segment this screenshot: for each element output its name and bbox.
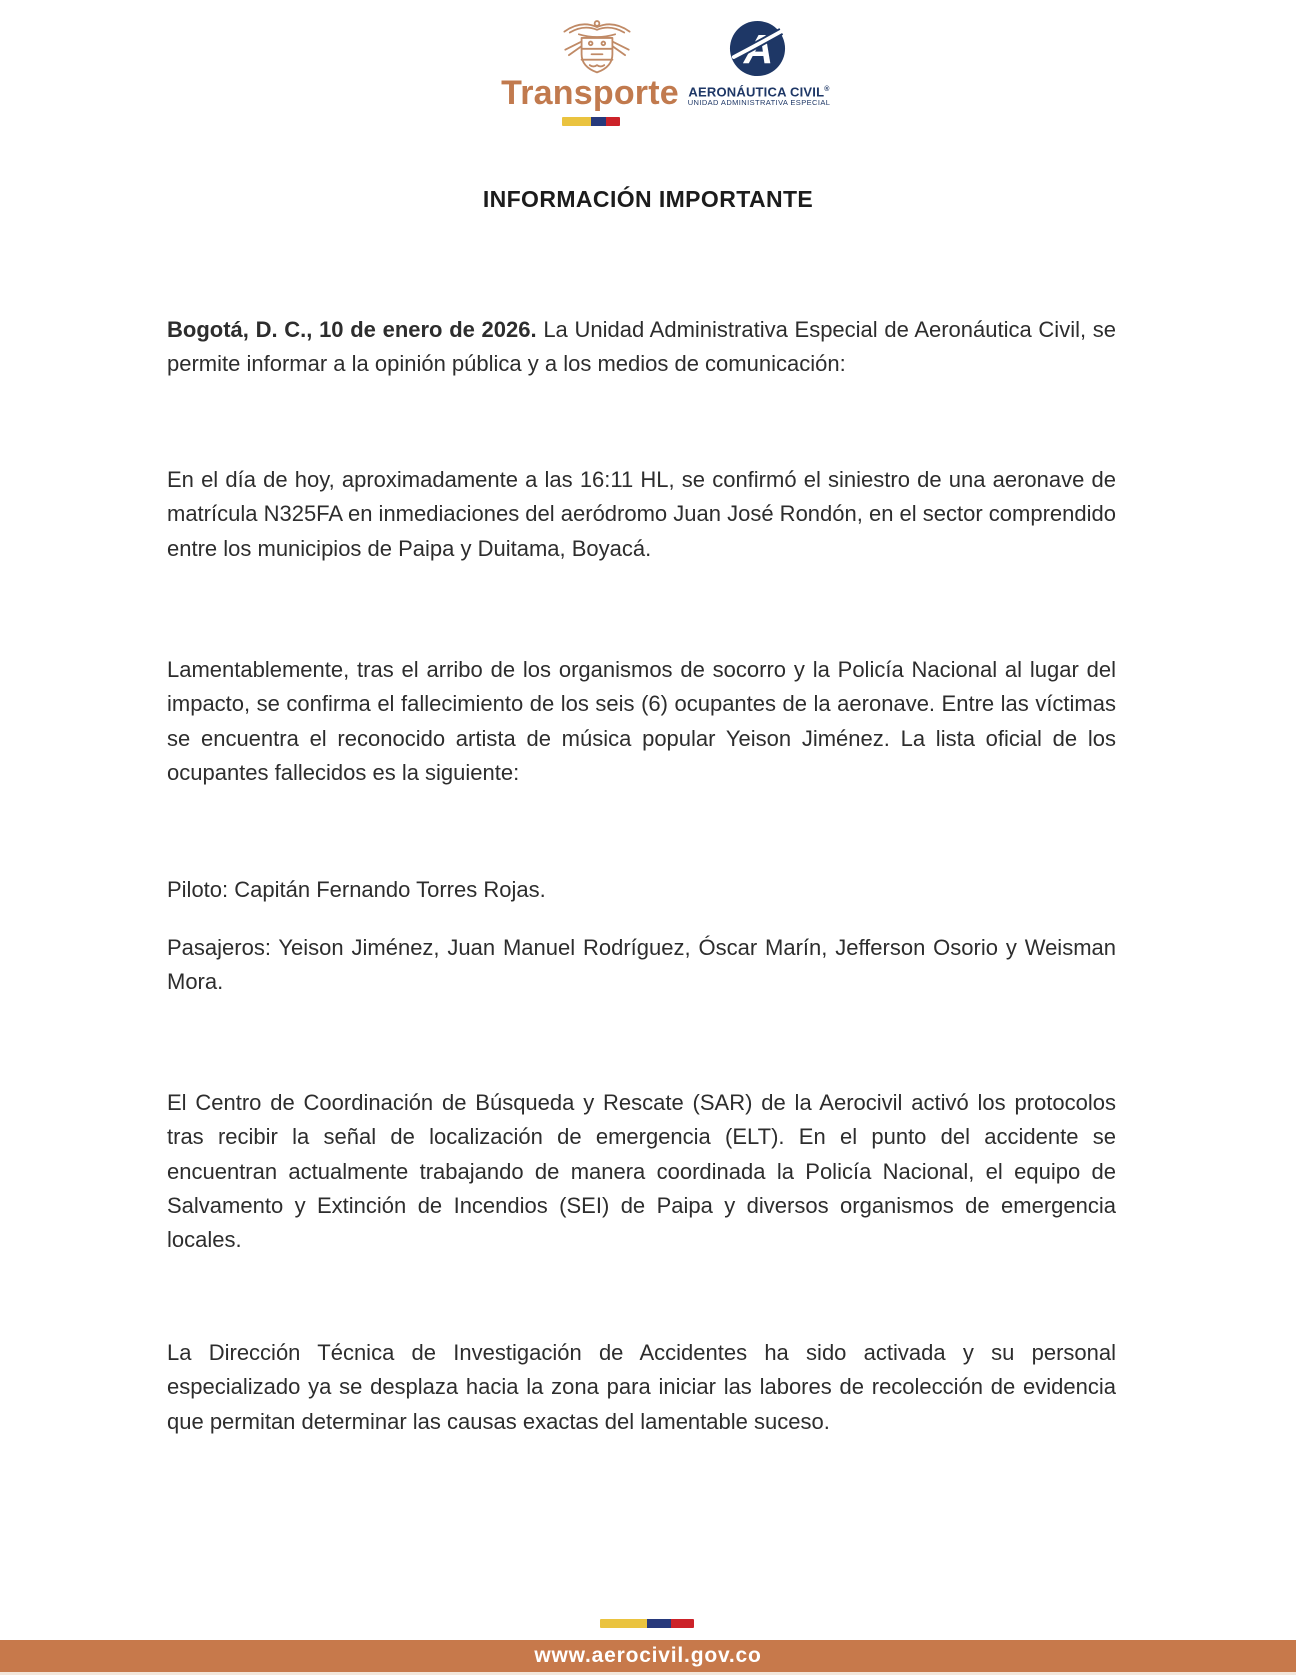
paragraph-investigation (167, 1336, 1116, 1439)
paragraph-pilot (167, 873, 1116, 907)
website-url-link[interactable]: www.aerocivil.gov.co (534, 1644, 762, 1667)
paragraph-sar-response (167, 1086, 1116, 1257)
paragraph-investigation-text: La Dirección Técnica de Investigación de Accidentes ha sido activada y su personal especializado ya se desplaza hacia la zona para iniciar las labores de recolección de evidencia que permitan determinar las causas exactas del lamentable suceso. (167, 1340, 1116, 1434)
flag-blue-stripe (647, 1619, 671, 1628)
footer-bar (0, 1640, 1296, 1672)
paragraph-dateline-text: La Unidad Administrativa Especial de Aeronáutica Civil, se permite informar a la opinión pública y a los medios de comunicación: (167, 317, 1117, 377)
paragraph-casualties (167, 653, 1116, 790)
colombia-flag-icon (600, 1619, 694, 1628)
page-title: INFORMACIÓN IMPORTANTE (482, 186, 814, 212)
flag-yellow-stripe (562, 117, 591, 126)
flag-red-stripe (671, 1619, 695, 1628)
paragraph-passengers (167, 931, 1116, 1000)
paragraph-pilot-text: Piloto: Capitán Fernando Torres Rojas. (167, 877, 546, 902)
paragraph-sar-response-text: El Centro de Coordinación de Búsqueda y Rescate (SAR) de la Aerocivil activó los protocolos tras recibir la señal de localización de emergencia (ELT). En el punto del accidente se encuentran actualmente trabajando de manera coordinada la Policía Nacional, el equipo de Salvamento y Extinción de Incendios (SEI) de Paipa y diversos organismos de emergencia locales. (167, 1090, 1116, 1253)
aerocivil-name (674, 83, 844, 99)
flag-blue-stripe (591, 117, 606, 126)
registered-trademark-mark: ® (824, 86, 830, 93)
paragraph-incident (167, 463, 1116, 566)
aerocivil-logo-icon (729, 20, 786, 77)
aerocivil-name-text: AERONÁUTICA CIVIL (688, 84, 825, 100)
transporte-wordmark: Transporte (501, 74, 679, 112)
paragraph-passengers-text: Pasajeros: Yeison Jiménez, Juan Manuel Rodríguez, Óscar Marín, Jefferson Osorio y Weisman Mora. (167, 935, 1116, 995)
colombia-flag-icon (562, 117, 620, 126)
svg-text:A: A (743, 25, 774, 72)
paragraph-incident-text: En el día de hoy, aproximadamente a las 16:11 HL, se confirmó el siniestro de una aeronave de matrícula N325FA en inmediaciones del aeródromo Juan José Rondón, en el sector comprendido entre los municipios de Paipa y Duitama, Boyacá. (167, 467, 1116, 561)
flag-red-stripe (606, 117, 621, 126)
colombia-coat-of-arms-icon (549, 18, 645, 76)
flag-yellow-stripe (600, 1619, 647, 1628)
paragraph-casualties-text: Lamentablemente, tras el arribo de los organismos de socorro y la Policía Nacional al lugar del impacto, se confirma el fallecimiento de los seis (6) ocupantes de la aeronave. Entre las víctimas se encuentra el reconocido artista de música popular Yeison Jiménez. La lista oficial de los ocupantes fallecidos es la siguiente: (167, 657, 1116, 785)
paragraph-dateline (167, 313, 1116, 382)
aerocivil-subtitle: UNIDAD ADMINISTRATIVA ESPECIAL (687, 98, 831, 107)
paragraph-dateline-lead: Bogotá, D. C., 10 de enero de 2026. (167, 317, 537, 342)
